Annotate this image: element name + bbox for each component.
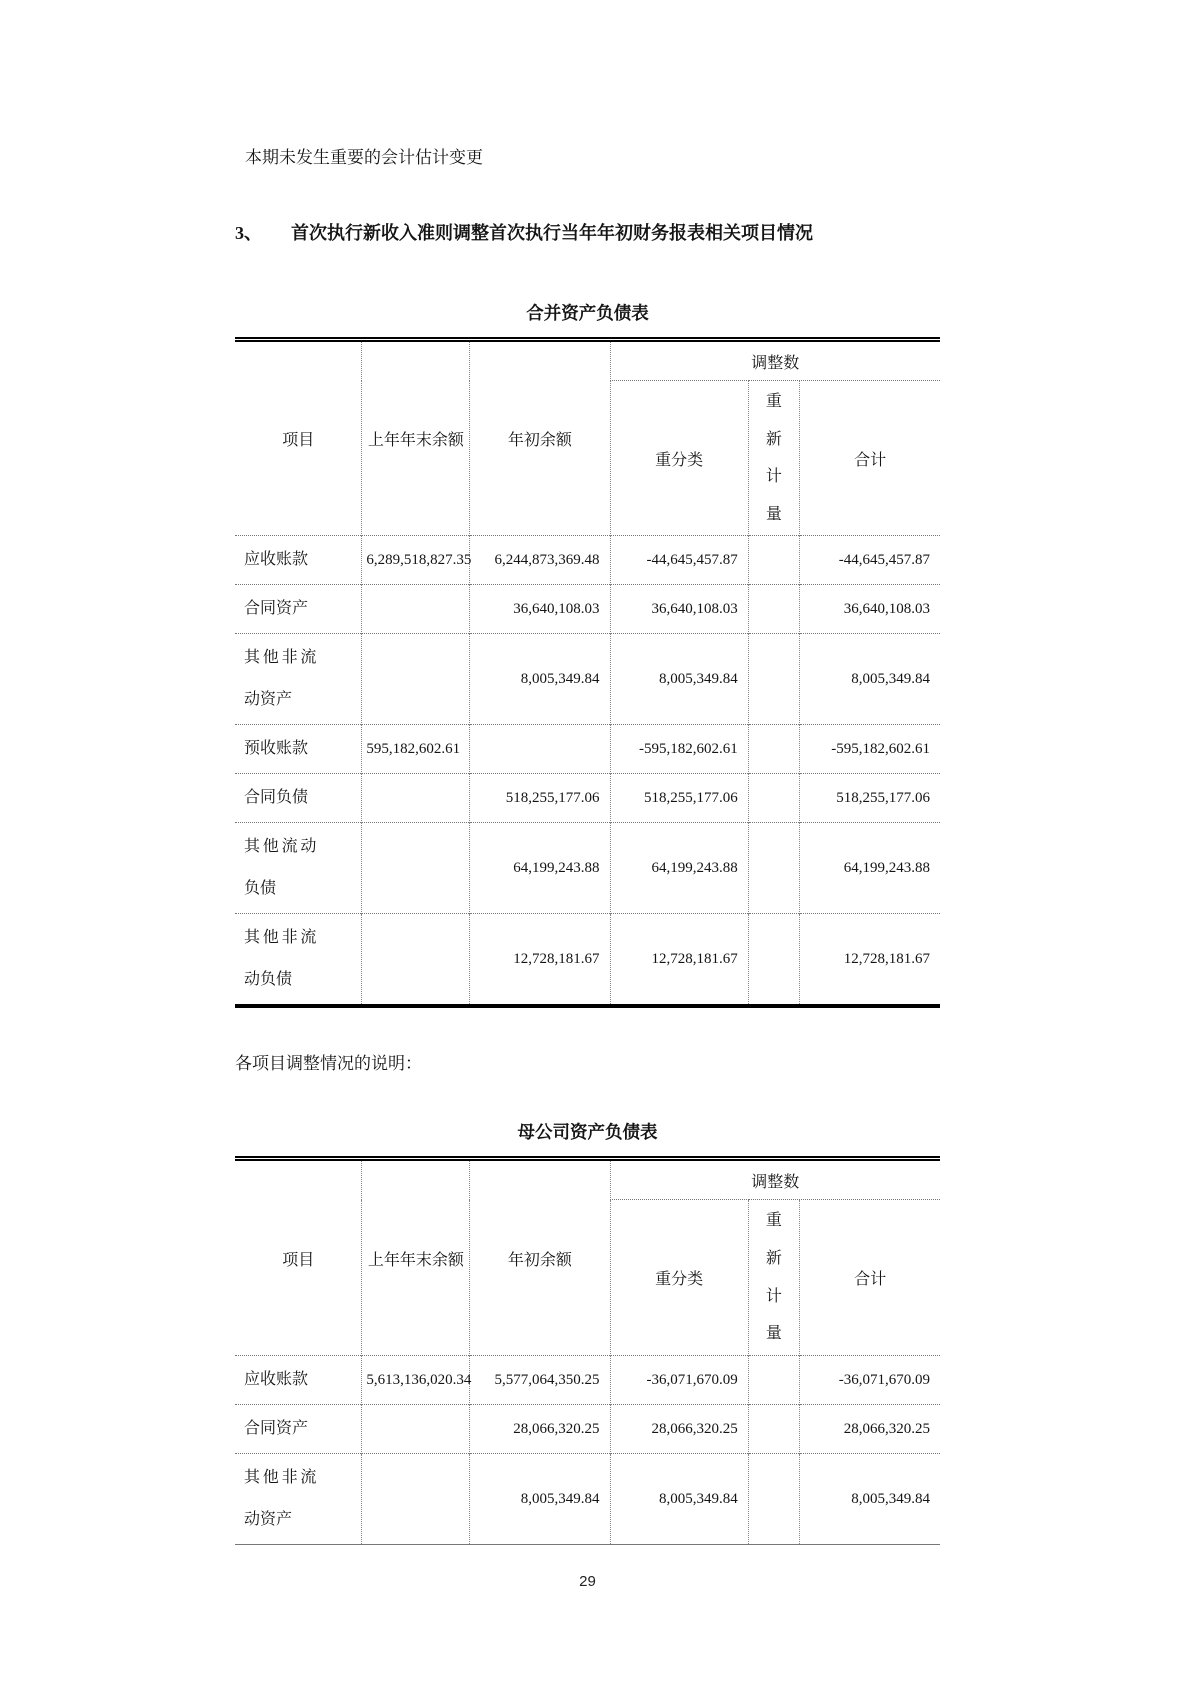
total-cell: 64,199,243.88 xyxy=(800,823,940,914)
table-row xyxy=(235,914,940,1007)
table-title-parent-company: 母公司资产负债表 xyxy=(517,1122,658,1143)
col-header-item: 项目 xyxy=(282,432,315,450)
reclass-cell: 64,199,243.88 xyxy=(610,823,748,914)
reclass-cell: 518,255,177.06 xyxy=(610,774,748,823)
col-header-year-begin: 年初余额 xyxy=(470,340,610,536)
total-cell: 28,066,320.25 xyxy=(800,1404,940,1453)
item-cell: 合同负债 xyxy=(235,774,362,823)
begin-balance-cell: 36,640,108.03 xyxy=(470,585,610,634)
col-header-item: 项目 xyxy=(282,1251,315,1269)
table-header xyxy=(235,340,940,536)
col-header-remeasure xyxy=(748,381,799,536)
remeasure-cell xyxy=(748,1404,799,1453)
col-header-reclass: 重分类 xyxy=(610,381,748,536)
item-cell: 应收账款 xyxy=(235,536,362,585)
section-title: 首次执行新收入准则调整首次执行当年年初财务报表相关项目情况 xyxy=(291,223,813,243)
total-cell: 12,728,181.67 xyxy=(800,914,940,1007)
section-number: 3、 xyxy=(235,223,262,243)
prev-balance-cell xyxy=(362,914,470,1007)
parent-company-balance-sheet-table xyxy=(235,1156,940,1544)
table-body xyxy=(235,536,940,1007)
reclass-cell: 8,005,349.84 xyxy=(610,634,748,725)
remeasure-cell xyxy=(748,1453,799,1544)
table-row xyxy=(235,774,940,823)
reclass-cell: 12,728,181.67 xyxy=(610,914,748,1007)
remeasure-vertical-label: 重新计量 xyxy=(765,1212,782,1343)
reclass-cell: 28,066,320.25 xyxy=(610,1404,748,1453)
col-header-prev-year-end: 上年年末余额 xyxy=(362,1159,470,1355)
remeasure-cell xyxy=(748,725,799,774)
total-cell: 36,640,108.03 xyxy=(800,585,940,634)
remeasure-cell xyxy=(748,823,799,914)
remeasure-cell xyxy=(748,914,799,1007)
item-cell: 其他非流动负债 xyxy=(235,914,362,1007)
total-cell: 8,005,349.84 xyxy=(800,1453,940,1544)
prev-balance-cell xyxy=(362,634,470,725)
remeasure-cell xyxy=(748,774,799,823)
begin-balance-cell: 64,199,243.88 xyxy=(470,823,610,914)
total-cell: 518,255,177.06 xyxy=(800,774,940,823)
begin-balance-cell: 12,728,181.67 xyxy=(470,914,610,1007)
prev-balance-cell xyxy=(362,585,470,634)
prev-balance-cell xyxy=(362,823,470,914)
header-row-top xyxy=(235,340,940,381)
begin-balance-cell: 6,244,873,369.48 xyxy=(470,536,610,585)
remeasure-cell xyxy=(748,1355,799,1404)
begin-balance-cell: 518,255,177.06 xyxy=(470,774,610,823)
item-cell: 合同资产 xyxy=(235,1404,362,1453)
begin-balance-cell: 8,005,349.84 xyxy=(470,634,610,725)
col-header-reclass: 重分类 xyxy=(610,1200,748,1355)
table-row xyxy=(235,725,940,774)
col-header-remeasure xyxy=(748,1200,799,1355)
col-header-adjustment: 调整数 xyxy=(610,1159,940,1200)
col-header-total: 合计 xyxy=(800,1200,940,1355)
header-row-top xyxy=(235,1159,940,1200)
remeasure-cell xyxy=(748,585,799,634)
reclass-cell: -595,182,602.61 xyxy=(610,725,748,774)
prev-balance-cell: 6,289,518,827.35 xyxy=(362,536,470,585)
table-body xyxy=(235,1355,940,1544)
total-cell: -36,071,670.09 xyxy=(800,1355,940,1404)
item-cell: 合同资产 xyxy=(235,585,362,634)
total-cell: -44,645,457.87 xyxy=(800,536,940,585)
page-number: 29 xyxy=(579,1572,596,1590)
remeasure-cell xyxy=(748,536,799,585)
begin-balance-cell: 5,577,064,350.25 xyxy=(470,1355,610,1404)
reclass-cell: 8,005,349.84 xyxy=(610,1453,748,1544)
table-row xyxy=(235,1453,940,1544)
total-cell: 8,005,349.84 xyxy=(800,634,940,725)
col-header-adjustment: 调整数 xyxy=(610,340,940,381)
prev-balance-cell xyxy=(362,1453,470,1544)
prev-balance-cell: 595,182,602.61 xyxy=(362,725,470,774)
reclass-cell: -44,645,457.87 xyxy=(610,536,748,585)
table-row xyxy=(235,585,940,634)
table-row xyxy=(235,1355,940,1404)
accounting-estimate-note: 本期未发生重要的会计估计变更 xyxy=(245,148,483,167)
table-row xyxy=(235,634,940,725)
col-header-year-begin: 年初余额 xyxy=(470,1159,610,1355)
remeasure-cell xyxy=(748,634,799,725)
begin-balance-cell: 28,066,320.25 xyxy=(470,1404,610,1453)
reclass-cell: -36,071,670.09 xyxy=(610,1355,748,1404)
prev-balance-cell xyxy=(362,774,470,823)
table-row xyxy=(235,536,940,585)
reclass-cell: 36,640,108.03 xyxy=(610,585,748,634)
item-cell: 应收账款 xyxy=(235,1355,362,1404)
item-cell: 其他流动负债 xyxy=(235,823,362,914)
item-cell: 预收账款 xyxy=(235,725,362,774)
consolidated-balance-sheet-table xyxy=(235,337,940,1008)
remeasure-vertical-label: 重新计量 xyxy=(765,393,782,523)
col-header-prev-year-end: 上年年末余额 xyxy=(362,340,470,536)
prev-balance-cell xyxy=(362,1404,470,1453)
table-row xyxy=(235,823,940,914)
adjustment-explanation-note: 各项目调整情况的说明： xyxy=(235,1054,422,1074)
prev-balance-cell: 5,613,136,020.34 xyxy=(362,1355,470,1404)
col-header-total: 合计 xyxy=(800,381,940,536)
section-heading xyxy=(235,221,940,246)
table-row xyxy=(235,1404,940,1453)
begin-balance-cell: 8,005,349.84 xyxy=(470,1453,610,1544)
total-cell: -595,182,602.61 xyxy=(800,725,940,774)
table-header xyxy=(235,1159,940,1355)
item-cell: 其他非流动资产 xyxy=(235,634,362,725)
item-cell: 其他非流动资产 xyxy=(235,1453,362,1544)
begin-balance-cell xyxy=(470,725,610,774)
table-title-consolidated: 合并资产负债表 xyxy=(526,303,649,323)
